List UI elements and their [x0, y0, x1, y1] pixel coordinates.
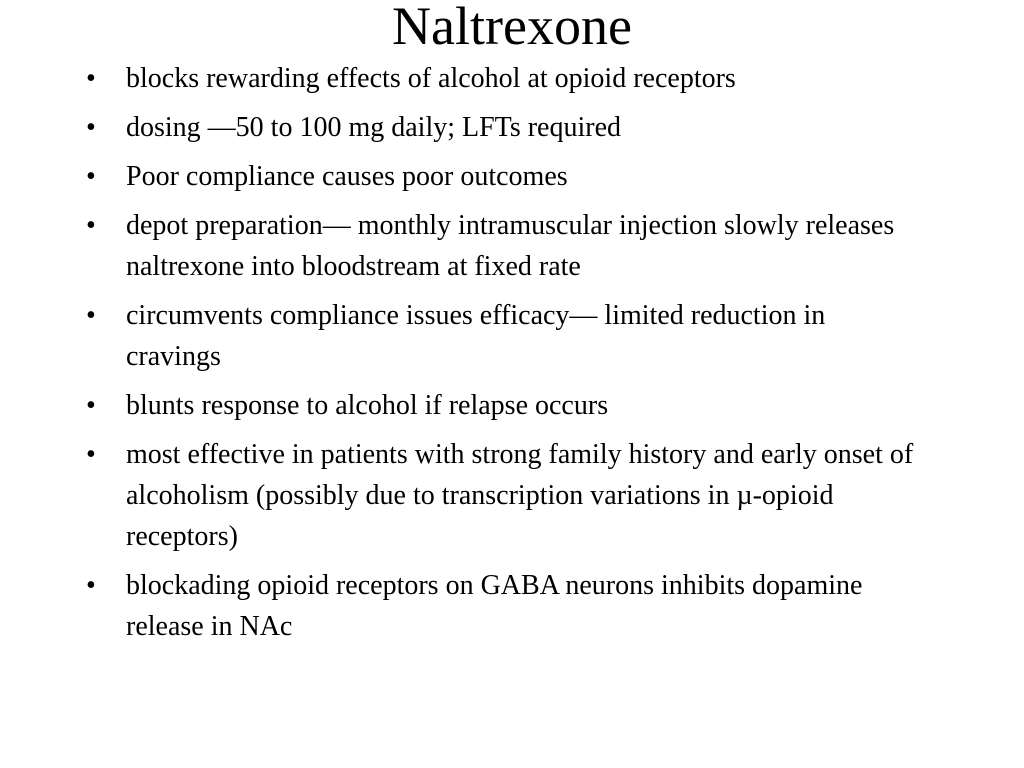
bullet-item	[86, 434, 916, 557]
bullet-text: blocks rewarding effects of alcohol at opioid receptors	[126, 63, 736, 94]
bullet-text: circumvents compliance issues efficacy— limited reduction in cravings	[126, 300, 826, 372]
bullet-icon: •	[86, 570, 96, 601]
bullet-text: Poor compliance causes poor outcomes	[126, 161, 568, 192]
bullet-icon: •	[86, 161, 96, 192]
bullet-icon: •	[86, 210, 96, 241]
bullet-text: blunts response to alcohol if relapse occurs	[126, 390, 609, 421]
bullet-item	[86, 107, 916, 148]
bullet-item	[86, 205, 916, 287]
bullet-text: blockading opioid receptors on GABA neurons inhibits dopamine release in NAc	[126, 570, 863, 642]
slide-title: Naltrexone	[392, 0, 632, 56]
bullet-text: most effective in patients with strong family history and early onset of alcoholism (possibly due to transcription variations in µ-opioid receptors)	[126, 439, 914, 552]
bullet-item	[86, 565, 916, 647]
bullet-item	[86, 385, 916, 426]
bullet-icon: •	[86, 300, 96, 331]
bullet-icon: •	[86, 63, 96, 94]
bullet-item	[86, 156, 916, 197]
bullet-list	[86, 58, 916, 655]
bullet-text: dosing —50 to 100 mg daily; LFTs required	[126, 112, 622, 143]
bullet-icon: •	[86, 439, 96, 470]
bullet-text: depot preparation— monthly intramuscular injection slowly releases naltrexone into bloodstream at fixed rate	[126, 210, 895, 282]
bullet-icon: •	[86, 390, 96, 421]
bullet-icon: •	[86, 112, 96, 143]
bullet-item	[86, 58, 916, 99]
bullet-item	[86, 295, 916, 377]
